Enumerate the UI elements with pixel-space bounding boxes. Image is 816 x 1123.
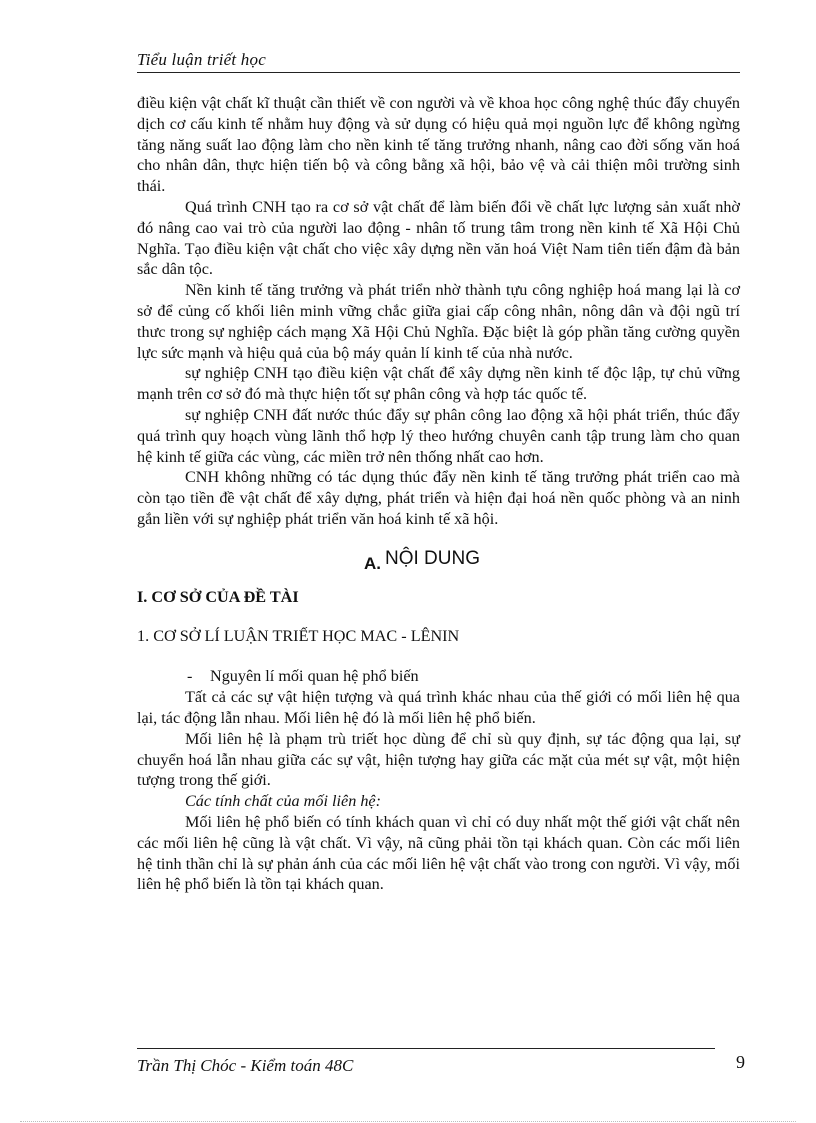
bullet-dash: - <box>187 667 193 686</box>
subsection-heading: 1. CƠ SỞ LÍ LUẬN TRIẾT HỌC MAC - LÊNIN <box>137 626 460 645</box>
document-body <box>137 93 740 895</box>
paragraph: điều kiện vật chất kĩ thuật cần thiết về con người và về khoa học công nghệ thúc đẩy chuyển dịch cơ cấu kinh tế nhằm huy động và sử dụng có hiệu quả mọi nguồn lực để không ngừng tăng năng suất lao động làm cho nền kinh tế tăng trưởng nhanh, nâng cao đời sống văn hoá cho nhân dân, thực hiện tiến bộ và công bằng xã hội, bảo vệ và cải thiện môi trường sinh thái. <box>137 94 740 196</box>
paragraph: Tất cả các sự vật hiện tượng và quá trình khác nhau của thế giới có mối liên hệ qua lại, tác động lẫn nhau. Mối liên hệ đó là mối liên hệ phổ biến. <box>137 688 740 727</box>
italic-subheading: Các tính chất của mối liên hệ: <box>185 792 382 811</box>
heading-a-title: NỘI DUNG <box>385 547 480 569</box>
heading-a <box>137 547 740 571</box>
bullet-text: Nguyên lí mối quan hệ phổ biến <box>210 667 419 686</box>
heading-a-letter: A. <box>364 553 381 573</box>
page-edge <box>20 1121 796 1122</box>
header-rule <box>137 72 740 73</box>
page-number: 9 <box>736 1052 745 1072</box>
paragraph: Quá trình CNH tạo ra cơ sở vật chất để làm biến đổi về chất lực lượng sản xuất nhờ đó nâng cao vai trò của người lao động - nhân tố trung tâm trong nền kinh tế Xã Hội Chủ Nghĩa. Tạo điều kiện vật chất cho việc xây dựng nền văn hoá Việt Nam tiên tiến đậm đà bản sắc dân tộc. <box>137 197 740 279</box>
paragraph: Nền kinh tế tăng trưởng và phát triển nhờ thành tựu công nghiệp hoá mang lại là cơ sở để củng cố khối liên minh vững chắc giữa giai cấp công nhân, nông dân và đội ngũ trí thưc trong sự nghiệp cách mạng Xã Hội Chủ Nghĩa. Đặc biệt là góp phần tăng cường quyền lực sức mạnh và hiệu quả của bộ máy quản lí kinh tế của nhà nước. <box>137 281 740 362</box>
bullet-item <box>137 666 740 687</box>
paragraph: sự nghiệp CNH đất nước thúc đẩy sự phân công lao động xã hội phát triển, thúc đẩy quá trình quy hoạch vùng lãnh thổ hợp lý theo hướng chuyên canh tập trung làm cho quan hệ kinh tế giữa các vùng, các miền trở nên thống nhất cao hơn. <box>137 405 740 466</box>
paragraph: Mối liên hệ phổ biến có tính khách quan vì chỉ có duy nhất một thế giới vật chất nên các mối liên hệ cũng là vật chất. Vì vậy, nã cũng phải tồn tại khách quan. Còn các mối liên hệ tinh thần chỉ là sự phản ánh của các mối liên hệ vật chất vào trong con người. Vì vậy, mối liên hệ phổ biến là tồn tại khách quan. <box>137 812 740 894</box>
paragraph: Mối liên hệ là phạm trù triết học dùng để chỉ sù quy định, sự tác động qua lại, sự chuyển hoá lẫn nhau giữa các sự vật, hiện tượng hay giữa các mặt của mét sự vật, một hiện tượng trong thế giới. <box>137 729 740 790</box>
section-heading: I. CƠ SỞ CỦA ĐỀ TÀI <box>137 587 299 606</box>
footer-rule <box>137 1048 715 1049</box>
paragraph: sự nghiệp CNH tạo điều kiện vật chất để xây dựng nền kinh tế độc lập, tự chủ vững mạnh trên cơ sở đó mà thực hiện tốt sự phân công và hợp tác quốc tế. <box>137 364 740 404</box>
paragraph: CNH không những có tác dụng thúc đẩy nền kinh tế tăng trưởng phát triển cao mà còn tạo tiền đề vật chất để xây dựng, phát triển và hiện đại hoá nền quốc phòng và an ninh gắn liền với sự nghiệp phát triển văn hoá kinh tế xã hội. <box>137 468 740 528</box>
footer-author: Trần Thị Chóc - Kiểm toán 48C <box>137 1056 354 1075</box>
running-header: Tiểu luận triết học <box>137 50 266 69</box>
